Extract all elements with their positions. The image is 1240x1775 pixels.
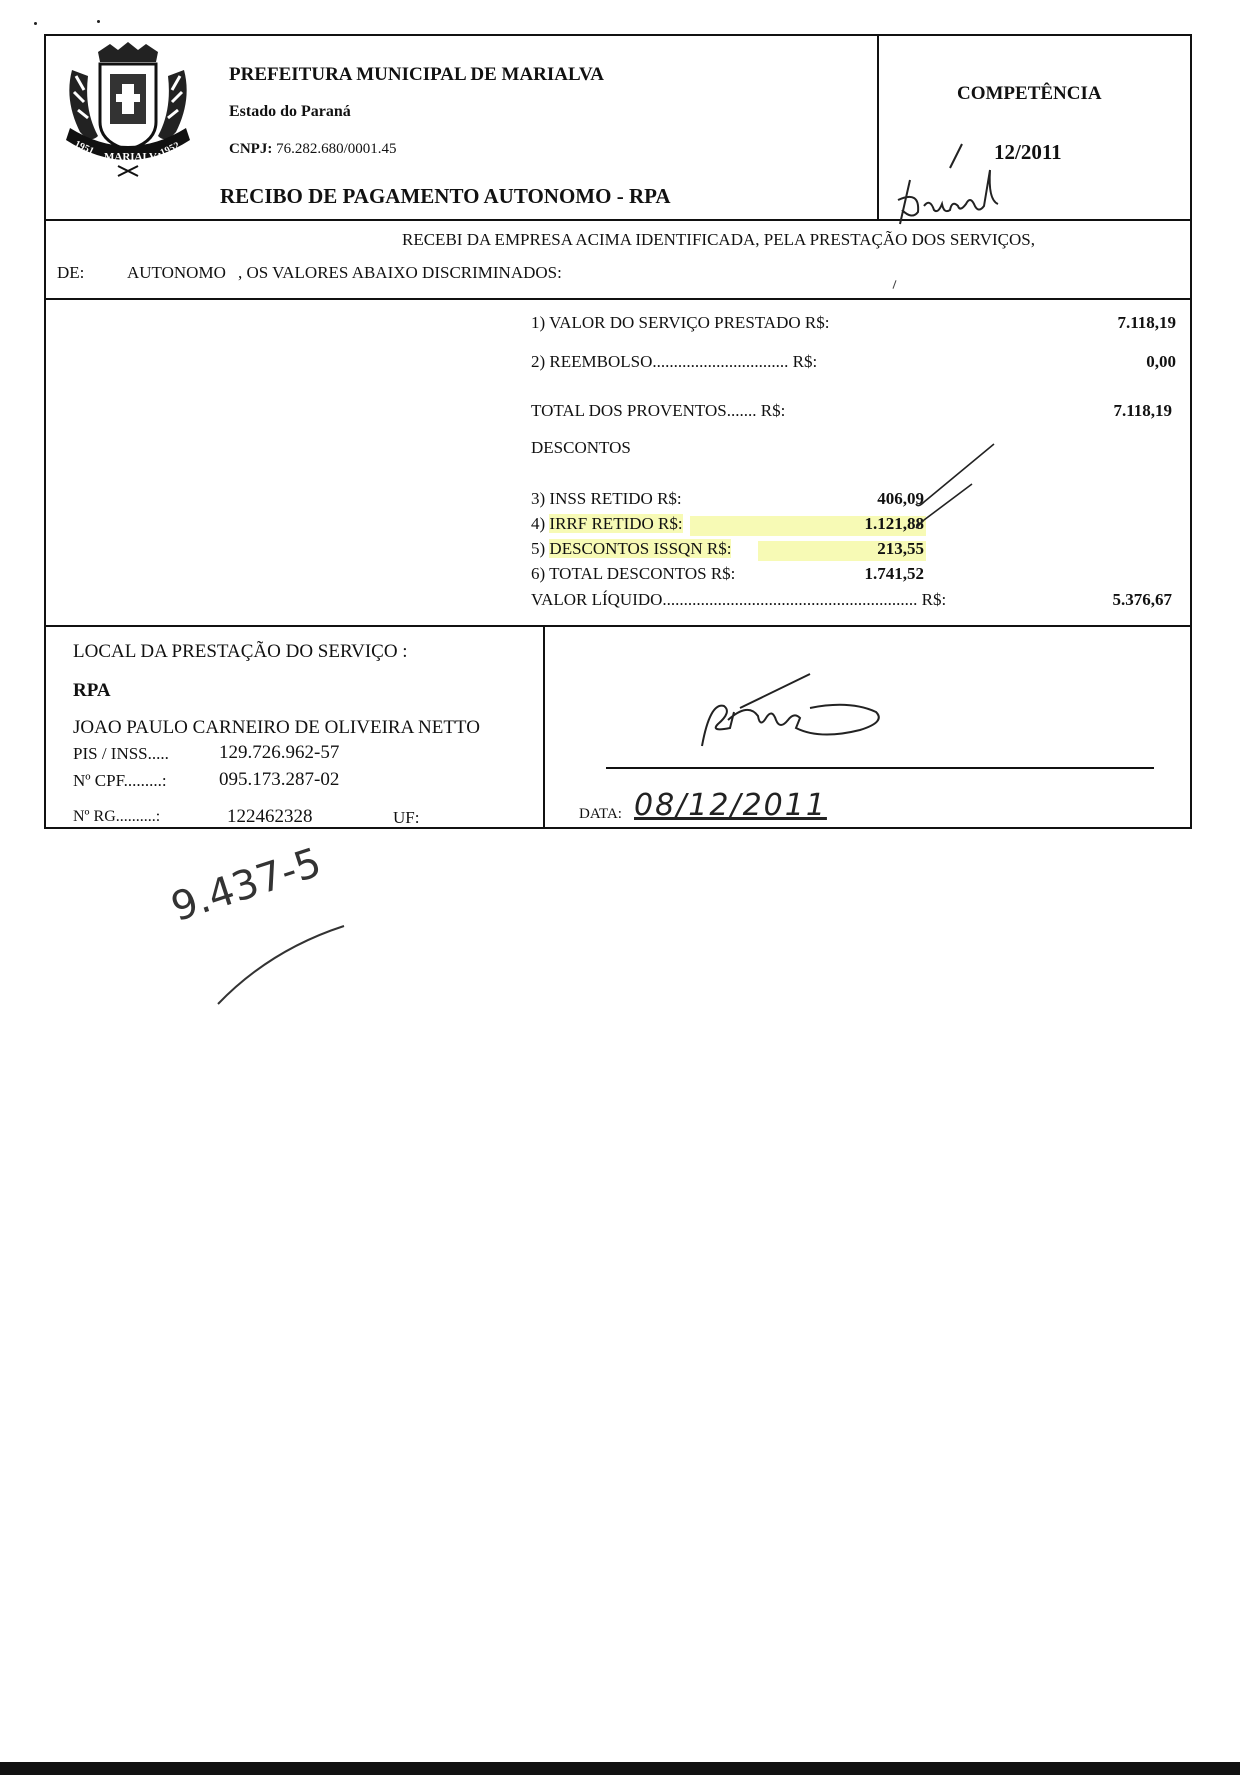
servico-value: 7.118,19 bbox=[1117, 313, 1176, 332]
header-divider bbox=[877, 34, 879, 220]
competencia-label: COMPETÊNCIA bbox=[957, 83, 1102, 104]
reembolso-value: 0,00 bbox=[1146, 352, 1176, 371]
rg-label: Nº RG..........: bbox=[73, 808, 161, 825]
pis-label: PIS / INSS..... bbox=[73, 744, 169, 763]
scan-speck bbox=[97, 20, 100, 23]
competencia-signature bbox=[890, 140, 1030, 226]
cnpj-value: 76.282.680/0001.45 bbox=[276, 141, 397, 157]
signature-line bbox=[606, 767, 1154, 769]
statement-bottom-rule bbox=[44, 298, 1192, 300]
check-marks bbox=[910, 440, 1000, 536]
issqn-line bbox=[531, 539, 731, 559]
footer-divider bbox=[543, 625, 545, 829]
irrf-value: 1.121,88 bbox=[864, 514, 924, 533]
competencia-value: 12/2011 bbox=[994, 140, 1062, 164]
scan-bottom-edge bbox=[0, 1762, 1240, 1775]
statement-line-2: , OS VALORES ABAIXO DISCRIMINADOS: bbox=[238, 263, 562, 282]
local-prestacao-value: RPA bbox=[73, 680, 111, 701]
local-prestacao-label: LOCAL DA PRESTAÇÃO DO SERVIÇO : bbox=[73, 641, 408, 662]
issqn-label: DESCONTOS ISSQN R$: bbox=[549, 539, 732, 558]
reembolso-label: 2) REEMBOLSO................................ R$: bbox=[531, 352, 818, 371]
irrf-prefix: 4) bbox=[531, 514, 550, 533]
inss-label: 3) INSS RETIDO R$: bbox=[531, 489, 682, 508]
municipal-coat-of-arms-logo bbox=[58, 40, 198, 180]
de-value: AUTONOMO bbox=[127, 263, 226, 282]
irrf-line bbox=[531, 514, 683, 534]
logo-year-right: 1952 bbox=[158, 140, 182, 159]
provider-name: JOAO PAULO CARNEIRO DE OLIVEIRA NETTO bbox=[73, 717, 480, 738]
issqn-prefix: 5) bbox=[531, 539, 550, 558]
valor-liquido-label: VALOR LÍQUIDO............................................................ R$: bbox=[531, 590, 947, 609]
total-descontos-label: 6) TOTAL DESCONTOS R$: bbox=[531, 564, 736, 583]
state-name: Estado do Paraná bbox=[229, 103, 351, 120]
issqn-value: 213,55 bbox=[877, 539, 924, 558]
handwritten-note: 9.437-5 bbox=[165, 839, 327, 931]
descontos-label: DESCONTOS bbox=[531, 438, 631, 457]
irrf-label: IRRF RETIDO R$: bbox=[549, 514, 683, 533]
logo-city-name: MARIALVA bbox=[104, 151, 164, 163]
de-label: DE: bbox=[57, 263, 85, 282]
total-proventos-value: 7.118,19 bbox=[1113, 401, 1172, 420]
servico-label: 1) VALOR DO SERVIÇO PRESTADO R$: bbox=[531, 313, 830, 332]
inss-value: 406,09 bbox=[877, 489, 924, 508]
pis-value: 129.726.962-57 bbox=[219, 742, 340, 763]
cpf-value: 095.173.287-02 bbox=[219, 769, 340, 790]
cnpj-line bbox=[229, 141, 397, 158]
total-proventos-label: TOTAL DOS PROVENTOS....... R$: bbox=[531, 401, 786, 420]
values-bottom-rule bbox=[44, 625, 1192, 627]
logo-year-left: 1951 bbox=[72, 138, 96, 158]
handwritten-note-underline bbox=[210, 920, 350, 1010]
valor-liquido-value: 5.376,67 bbox=[1112, 590, 1172, 609]
document-title: RECIBO DE PAGAMENTO AUTONOMO - RPA bbox=[220, 184, 671, 208]
total-descontos-value: 1.741,52 bbox=[864, 564, 924, 583]
municipality-name: PREFEITURA MUNICIPAL DE MARIALVA bbox=[229, 64, 604, 85]
scan-speck bbox=[34, 22, 37, 25]
data-label: DATA: bbox=[579, 806, 622, 822]
cnpj-label: CNPJ: bbox=[229, 141, 273, 157]
handwritten-date: 08/12/2011 bbox=[634, 788, 827, 823]
cpf-label: Nº CPF.........: bbox=[73, 771, 167, 790]
provider-signature bbox=[700, 672, 890, 754]
uf-label: UF: bbox=[393, 808, 420, 827]
rg-value: 122462328 bbox=[227, 806, 313, 827]
statement-line-1: RECEBI DA EMPRESA ACIMA IDENTIFICADA, PELA PRESTAÇÃO DOS SERVIÇOS, bbox=[402, 230, 1035, 249]
